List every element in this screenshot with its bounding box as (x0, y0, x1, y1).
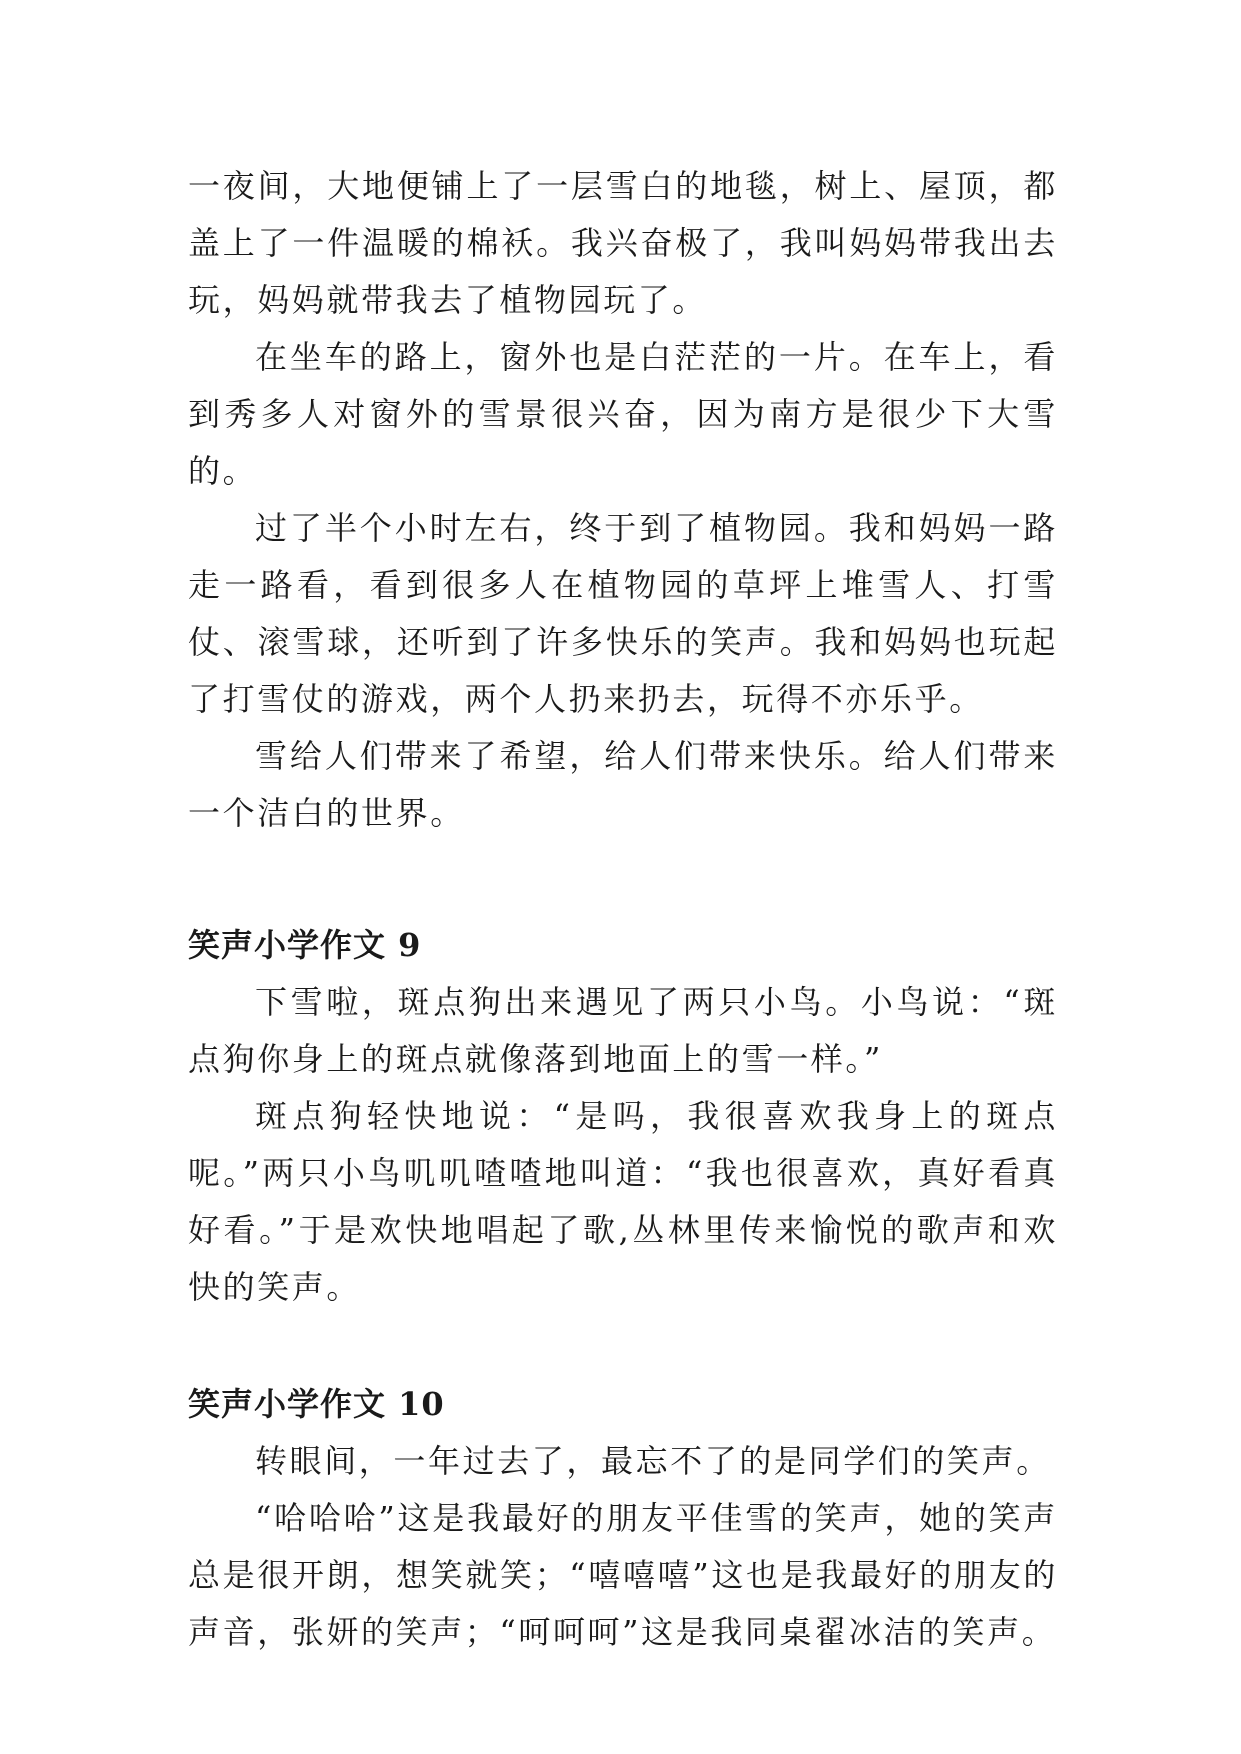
paragraph-9-1: 下雪啦，斑点狗出来遇见了两只小鸟。小鸟说：“斑点狗你身上的斑点就像落到地面上的雪一样。” (188, 983, 1058, 1078)
paragraph-intro-4: 雪给人们带来了希望，给人们带来快乐。给人们带来一个洁白的世界。 (188, 737, 1058, 832)
paragraph-10-1: 转眼间，一年过去了，最忘不了的是同学们的笑声。 (255, 1442, 1051, 1480)
section-title-10: 笑声小学作文 10 (188, 1385, 445, 1423)
section-spacer (188, 1316, 1058, 1376)
paragraph-intro-1: 一夜间，大地便铺上了一层雪白的地毯，树上、屋顶，都盖上了一件温暖的棉袄。我兴奋极了，我叫妈妈带我出去玩，妈妈就带我去了植物园玩了。 (188, 167, 1058, 319)
section-title-9: 笑声小学作文 9 (188, 926, 422, 964)
paragraph-9-2: 斑点狗轻快地说：“是吗，我很喜欢我身上的斑点呢。”两只小鸟叽叽喳喳地叫道：“我也很喜欢，真好看真好看。”于是欢快地唱起了歌,丛林里传来愉悦的歌声和欢快的笑声。 (188, 1097, 1058, 1306)
section-spacer (188, 842, 1058, 917)
document-body (188, 158, 1058, 1661)
paragraph-intro-3: 过了半个小时左右，终于到了植物园。我和妈妈一路走一路看，看到很多人在植物园的草坪上堆雪人、打雪仗、滚雪球，还听到了许多快乐的笑声。我和妈妈也玩起了打雪仗的游戏，两个人扔来扔去，玩得不亦乐乎。 (188, 509, 1058, 718)
paragraph-intro-2: 在坐车的路上，窗外也是白茫茫的一片。在车上，看到秀多人对窗外的雪景很兴奋，因为南方是很少下大雪的。 (188, 338, 1058, 490)
paragraph-10-2: “哈哈哈”这是我最好的朋友平佳雪的笑声，她的笑声总是很开朗，想笑就笑；“嘻嘻嘻”这也是我最好的朋友的声音，张妍的笑声；“呵呵呵”这是我同桌翟冰洁的笑声。 (188, 1499, 1058, 1651)
